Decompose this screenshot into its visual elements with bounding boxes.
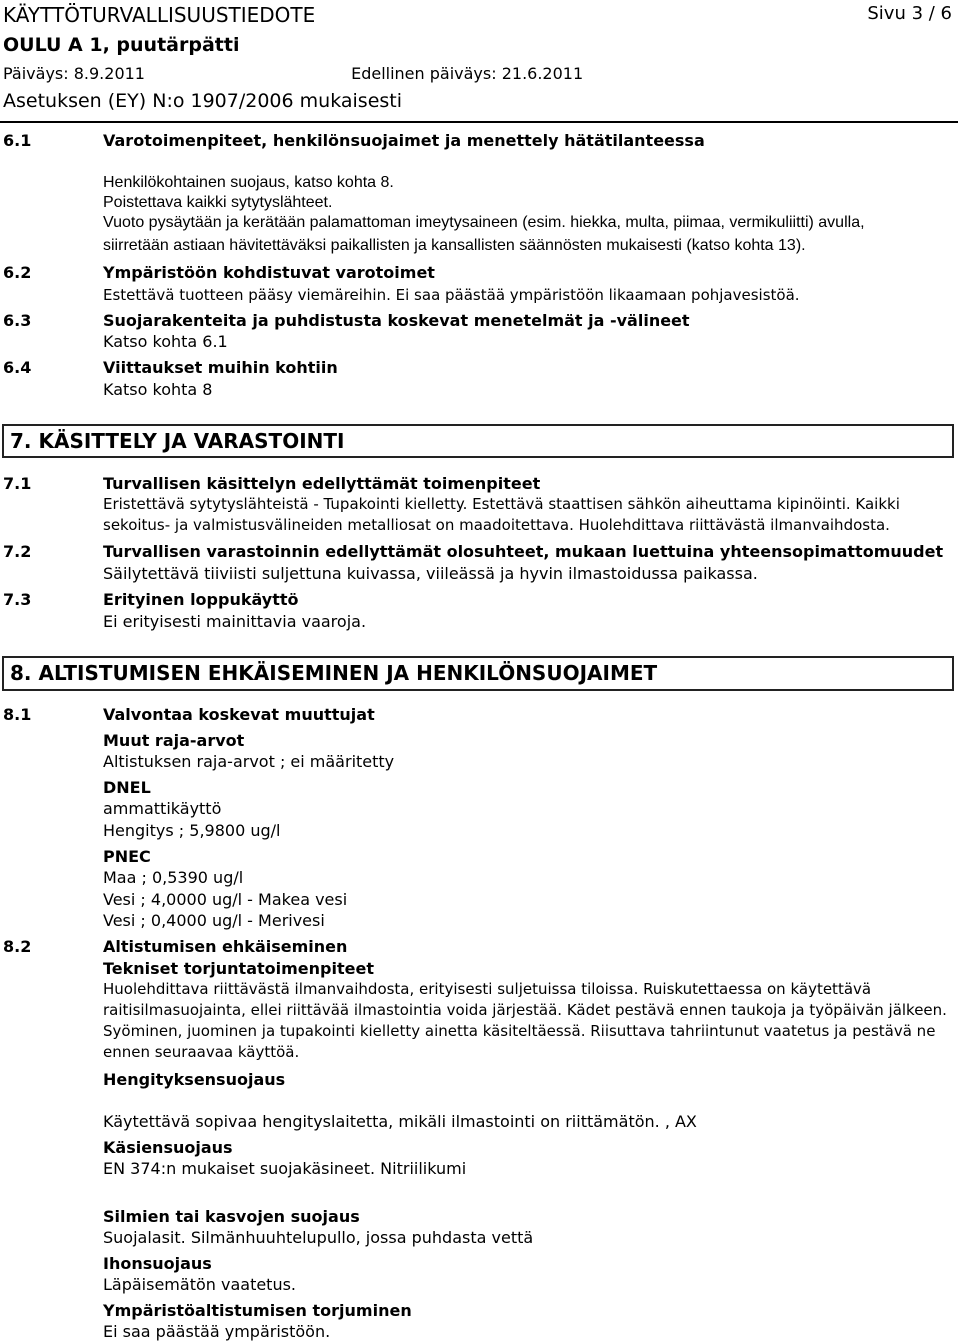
text-line: Käytettävä sopivaa hengityslaitetta, mikäli ilmastointi on riittämätön. , AX: [103, 1112, 697, 1131]
subheading: Hengityksensuojaus: [103, 1070, 286, 1089]
section-number: 8.2: [3, 937, 32, 956]
section-number: 6.1: [3, 131, 32, 150]
section-number: 7.2: [3, 542, 32, 561]
subheading: Tekniset torjuntatoimenpiteet: [103, 959, 374, 978]
text-line: Syöminen, juominen ja tupakointi kielletty ainetta käsiteltäessä. Riisuttava tahriintunut vaatetus ja pestävä ne: [103, 1022, 936, 1040]
section-7-heading: 7. KÄSITTELY JA VARASTOINTI: [2, 424, 954, 458]
subheading: Käsiensuojaus: [103, 1138, 233, 1157]
subheading: DNEL: [103, 778, 151, 797]
text-line: Säilytettävä tiiviisti suljettuna kuivassa, viileässä ja hyvin ilmastoidussa paikassa.: [103, 564, 758, 583]
text-line: Katso kohta 6.1: [103, 332, 228, 351]
subheading: Silmien tai kasvojen suojaus: [103, 1207, 360, 1226]
section-number: 7.3: [3, 590, 32, 609]
revision-date: Päiväys: 8.9.2011: [3, 64, 145, 83]
text-line: Henkilökohtainen suojaus, katso kohta 8.: [103, 174, 394, 191]
subheading: Ympäristöaltistumisen torjuminen: [103, 1301, 412, 1320]
product-name: OULU A 1, puutärpätti: [3, 34, 240, 56]
text-line: Katso kohta 8: [103, 380, 213, 399]
text-line: raitisilmasuojainta, ellei riittävää ilmastointia voida järjestää. Kädet pestävä ennen taukoja ja työpäivän jälkeen.: [103, 1001, 947, 1019]
subheading: Muut raja-arvot: [103, 731, 245, 750]
section-number: 8.1: [3, 705, 32, 724]
header-divider: [0, 121, 958, 123]
text-line: Poistettava kaikki sytytyslähteet.: [103, 194, 333, 211]
text-line: siirretään astiaan hävitettäväksi paikallisten ja kansallisten säännösten mukaisesti (katso kohta 13).: [103, 237, 806, 254]
section-title: Varotoimenpiteet, henkilönsuojaimet ja menettely hätätilanteessa: [103, 131, 705, 150]
section-title: Viittaukset muihin kohtiin: [103, 358, 338, 377]
section-title: Turvallisen varastoinnin edellyttämät olosuhteet, mukaan luettuina yhteensopimattomuudet: [103, 542, 944, 561]
section-number: 6.2: [3, 263, 32, 282]
text-line: Ei saa päästää ympäristöön.: [103, 1322, 331, 1341]
section-title: Turvallisen käsittelyn edellyttämät toimenpiteet: [103, 474, 541, 493]
text-line: Läpäisemätön vaatetus.: [103, 1275, 297, 1294]
text-line: Ei erityisesti mainittavia vaaroja.: [103, 612, 367, 631]
text-line: Eristettävä sytytyslähteistä - Tupakointi kielletty. Estettävä staattisen sähkön aiheuttama kipinöinti. Kaikki: [103, 495, 900, 513]
date-line: [3, 64, 943, 83]
section-8-heading: 8. ALTISTUMISEN EHKÄISEMINEN JA HENKILÖNSUOJAIMET: [2, 656, 954, 691]
text-line: ammattikäyttö: [103, 799, 222, 818]
text-line: Hengitys ; 5,9800 ug/l: [103, 821, 281, 840]
text-line: Maa ; 0,5390 ug/l: [103, 868, 244, 887]
text-line: Vuoto pysäytään ja kerätään palamattoman imeytysaineen (esim. hiekka, multa, piimaa, vermikuliitti) avulla,: [103, 214, 865, 231]
section-title: Erityinen loppukäyttö: [103, 590, 299, 609]
subheading: PNEC: [103, 847, 151, 866]
section-number: 7.1: [3, 474, 32, 493]
text-line: Vesi ; 0,4000 ug/l - Merivesi: [103, 911, 325, 930]
subheading: Ihonsuojaus: [103, 1254, 212, 1273]
section-title: Suojarakenteita ja puhdistusta koskevat menetelmät ja -välineet: [103, 311, 690, 330]
section-title: Altistumisen ehkäiseminen: [103, 937, 348, 956]
section-number: 6.3: [3, 311, 32, 330]
text-line: Suojalasit. Silmänhuuhtelupullo, jossa puhdasta vettä: [103, 1228, 534, 1247]
page-number: Sivu 3 / 6: [867, 3, 952, 24]
previous-revision-date: Edellinen päiväys: 21.6.2011: [351, 64, 584, 83]
section-title: Ympäristöön kohdistuvat varotoimet: [103, 263, 435, 282]
text-line: Estettävä tuotteen pääsy viemäreihin. Ei saa päästää ympäristöön likaamaan pohjavesistöä.: [103, 286, 800, 304]
regulation-line: Asetuksen (EY) N:o 1907/2006 mukaisesti: [3, 90, 403, 112]
text-line: Vesi ; 4,0000 ug/l - Makea vesi: [103, 890, 348, 909]
document-title: KÄYTTÖTURVALLISUUSTIEDOTE: [3, 3, 316, 27]
text-line: ennen seuraavaa käyttöä.: [103, 1043, 300, 1061]
text-line: Huolehdittava riittävästä ilmanvaihdosta, erityisesti suljetuissa tiloissa. Ruiskutettaessa on käytettävä: [103, 980, 872, 998]
text-line: sekoitus- ja valmistusvälineiden metalliosat on maadoitettava. Huolehdittava riittävästä ilmanvaihdosta.: [103, 516, 890, 534]
section-number: 6.4: [3, 358, 32, 377]
section-title: Valvontaa koskevat muuttujat: [103, 705, 375, 724]
text-line: Altistuksen raja-arvot ; ei määritetty: [103, 752, 395, 771]
text-line: EN 374:n mukaiset suojakäsineet. Nitriilikumi: [103, 1159, 467, 1178]
